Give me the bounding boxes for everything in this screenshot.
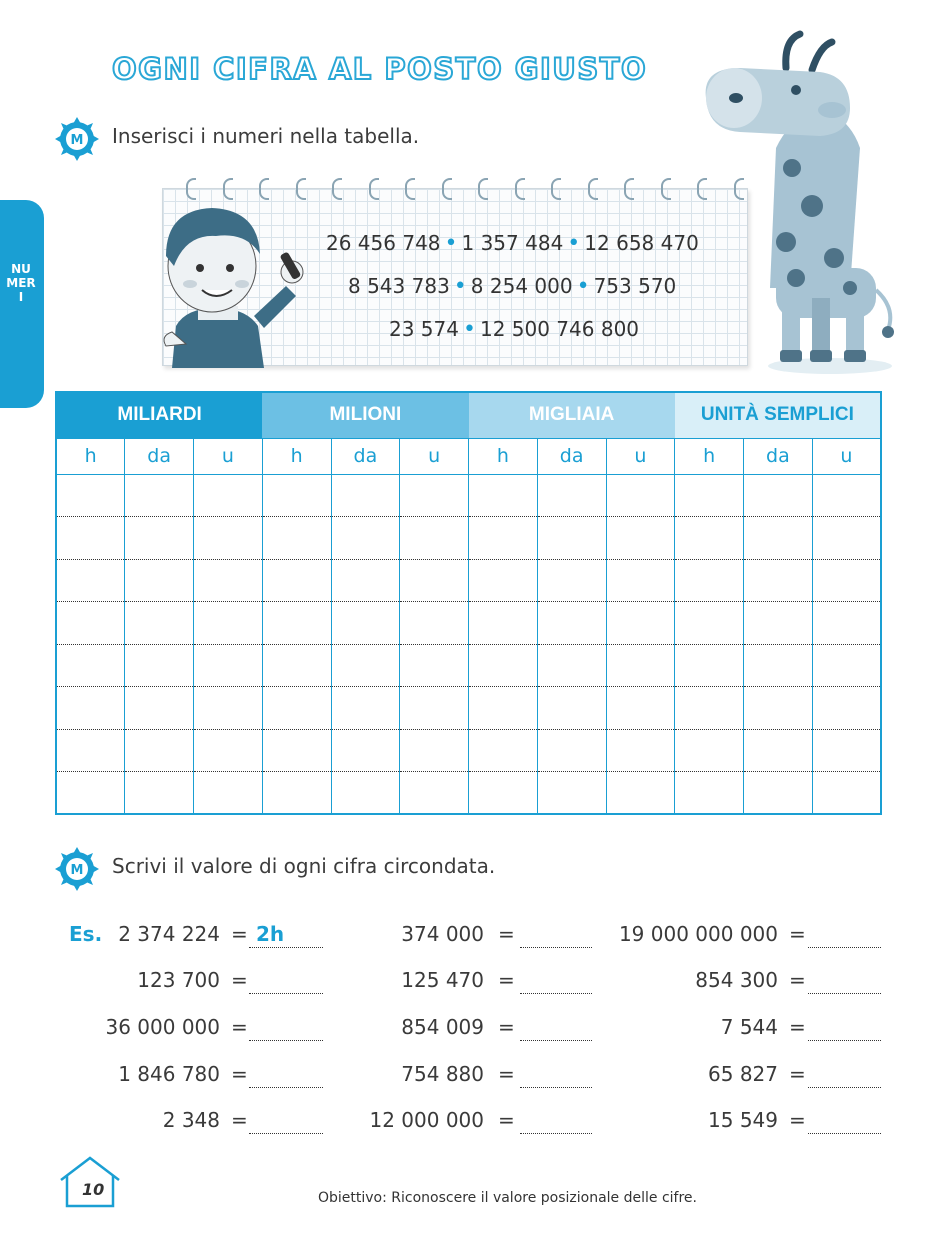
- table-cell[interactable]: [744, 602, 813, 645]
- table-row: [56, 474, 881, 517]
- header-unita-semplici: UNITÀ SEMPLICI: [675, 392, 881, 438]
- table-cell[interactable]: [469, 644, 538, 687]
- number-item: 12 658 470: [584, 231, 699, 255]
- sub-header-cell: u: [194, 438, 263, 474]
- sub-header-cell: h: [262, 438, 331, 474]
- table-cell[interactable]: [675, 687, 744, 730]
- table-cell[interactable]: [744, 517, 813, 560]
- exercise-number: 854 300: [695, 968, 778, 992]
- table-cell[interactable]: [537, 772, 606, 815]
- table-cell[interactable]: [812, 559, 881, 602]
- table-cell[interactable]: [56, 772, 125, 815]
- table-sub-header: [56, 438, 881, 474]
- table-cell[interactable]: [125, 474, 194, 517]
- table-cell[interactable]: [469, 729, 538, 772]
- table-cell[interactable]: [125, 729, 194, 772]
- equals-sign: =: [231, 1015, 248, 1039]
- spiral-ring: [332, 178, 342, 200]
- table-cell[interactable]: [744, 772, 813, 815]
- table-row: [56, 559, 881, 602]
- bullet-icon: •: [453, 274, 467, 299]
- table-cell[interactable]: [331, 517, 400, 560]
- table-cell[interactable]: [744, 474, 813, 517]
- answer-line[interactable]: [808, 978, 881, 994]
- method-badge-icon: [54, 116, 100, 162]
- exercise-number: 854 009: [401, 1015, 484, 1039]
- table-row: [56, 644, 881, 687]
- table-cell[interactable]: [262, 729, 331, 772]
- table-cell[interactable]: [331, 729, 400, 772]
- exercise-number: 65 827: [708, 1062, 778, 1086]
- equals-sign: =: [789, 1062, 806, 1086]
- exercise-number: 36 000 000: [105, 1015, 220, 1039]
- sub-header-cell: da: [744, 438, 813, 474]
- table-cell[interactable]: [537, 517, 606, 560]
- table-cell[interactable]: [400, 559, 469, 602]
- spiral-ring: [551, 178, 561, 200]
- table-cell[interactable]: [675, 517, 744, 560]
- answer-line[interactable]: [249, 1025, 323, 1041]
- instruction-fill-table: Inserisci i numeri nella tabella.: [112, 124, 420, 148]
- table-cell[interactable]: [194, 729, 263, 772]
- instruction-write-value: Scrivi il valore di ogni cifra circondata.: [112, 854, 496, 878]
- table-cell[interactable]: [606, 687, 675, 730]
- table-cell[interactable]: [400, 729, 469, 772]
- equals-sign: =: [231, 968, 248, 992]
- table-cell[interactable]: [262, 687, 331, 730]
- answer-line[interactable]: [249, 1118, 323, 1134]
- page-number: 10: [82, 1180, 105, 1199]
- exercise-number: 15 549: [708, 1108, 778, 1132]
- table-cell[interactable]: [125, 687, 194, 730]
- table-cell[interactable]: [125, 644, 194, 687]
- table-cell[interactable]: [469, 559, 538, 602]
- bullet-icon: •: [576, 274, 590, 299]
- exercise-number: 125 470: [401, 968, 484, 992]
- table-cell[interactable]: [262, 644, 331, 687]
- number-item: 23 574: [389, 317, 459, 341]
- example-answer: 2h: [256, 922, 285, 946]
- header-migliaia: MIGLIAIA: [469, 392, 675, 438]
- spiral-ring: [515, 178, 525, 200]
- table-cell[interactable]: [194, 559, 263, 602]
- answer-line[interactable]: [808, 1072, 881, 1088]
- equals-sign: =: [231, 922, 248, 946]
- table-cell[interactable]: [125, 602, 194, 645]
- table-cell[interactable]: [262, 772, 331, 815]
- table-cell[interactable]: [56, 687, 125, 730]
- equals-sign: =: [231, 1108, 248, 1132]
- exercise-number: 754 880: [401, 1062, 484, 1086]
- answer-line[interactable]: [808, 1118, 881, 1134]
- sub-header-cell: h: [469, 438, 538, 474]
- table-cell[interactable]: [194, 772, 263, 815]
- table-cell[interactable]: [812, 687, 881, 730]
- exercise-number: 7 544: [720, 1015, 778, 1039]
- table-cell[interactable]: [194, 474, 263, 517]
- table-cell[interactable]: [331, 602, 400, 645]
- table-cell[interactable]: [744, 729, 813, 772]
- table-cell[interactable]: [675, 602, 744, 645]
- table-cell[interactable]: [262, 559, 331, 602]
- table-cell[interactable]: [469, 687, 538, 730]
- table-cell[interactable]: [812, 729, 881, 772]
- table-cell[interactable]: [400, 772, 469, 815]
- table-group-header: [56, 392, 881, 438]
- header-miliardi: MILIARDI: [56, 392, 262, 438]
- table-cell[interactable]: [262, 517, 331, 560]
- table-cell[interactable]: [812, 602, 881, 645]
- table-cell[interactable]: [331, 687, 400, 730]
- equals-sign: =: [498, 1062, 515, 1086]
- exercise-number: 2 348: [162, 1108, 220, 1132]
- spiral-ring: [588, 178, 598, 200]
- sub-header-cell: h: [56, 438, 125, 474]
- method-badge-icon: [54, 846, 100, 892]
- equals-sign: =: [498, 922, 515, 946]
- exercise-number: 1 846 780: [118, 1062, 220, 1086]
- table-cell[interactable]: [125, 517, 194, 560]
- table-cell[interactable]: [400, 602, 469, 645]
- spiral-ring: [624, 178, 634, 200]
- table-cell[interactable]: [56, 474, 125, 517]
- sub-header-cell: u: [812, 438, 881, 474]
- answer-line[interactable]: [808, 1025, 881, 1041]
- table-cell[interactable]: [744, 687, 813, 730]
- table-row: [56, 517, 881, 560]
- place-value-table: [55, 391, 882, 815]
- table-cell[interactable]: [469, 474, 538, 517]
- bullet-icon: •: [462, 317, 476, 342]
- page-title: OGNI CIFRA AL POSTO GIUSTO: [112, 52, 648, 86]
- table-cell[interactable]: [331, 559, 400, 602]
- sub-header-cell: da: [125, 438, 194, 474]
- table-cell[interactable]: [469, 602, 538, 645]
- equals-sign: =: [789, 968, 806, 992]
- number-item: 1 357 484: [461, 231, 564, 255]
- table-row: [56, 687, 881, 730]
- equals-sign: =: [789, 922, 806, 946]
- number-item: 12 500 746 800: [479, 317, 640, 341]
- table-cell[interactable]: [194, 602, 263, 645]
- table-cell[interactable]: [194, 517, 263, 560]
- bullet-icon: •: [444, 231, 458, 256]
- table-cell[interactable]: [262, 602, 331, 645]
- table-cell[interactable]: [812, 772, 881, 815]
- sub-header-cell: u: [400, 438, 469, 474]
- table-cell[interactable]: [537, 602, 606, 645]
- number-item: 753 570: [593, 274, 677, 298]
- table-cell[interactable]: [56, 729, 125, 772]
- equals-sign: =: [498, 1108, 515, 1132]
- answer-line[interactable]: [249, 978, 323, 994]
- spiral-ring: [442, 178, 452, 200]
- boy-illustration: [146, 196, 322, 368]
- number-item: 8 543 783: [348, 274, 450, 298]
- sub-header-cell: da: [537, 438, 606, 474]
- table-cell[interactable]: [400, 474, 469, 517]
- number-item: 26 456 748: [326, 231, 441, 255]
- giraffe-illustration: [700, 28, 900, 378]
- table-cell[interactable]: [606, 729, 675, 772]
- answer-line[interactable]: [249, 1072, 323, 1088]
- table-cell[interactable]: [331, 772, 400, 815]
- table-cell[interactable]: [744, 559, 813, 602]
- table-cell[interactable]: [56, 644, 125, 687]
- table-cell[interactable]: [56, 559, 125, 602]
- table-cell[interactable]: [331, 474, 400, 517]
- table-cell[interactable]: [537, 644, 606, 687]
- table-row: [56, 602, 881, 645]
- table-cell[interactable]: [606, 644, 675, 687]
- header-milioni: MILIONI: [262, 392, 468, 438]
- table-cell[interactable]: [537, 729, 606, 772]
- table-cell[interactable]: [56, 602, 125, 645]
- table-cell[interactable]: [675, 729, 744, 772]
- table-cell[interactable]: [125, 772, 194, 815]
- svg-text:M: M: [70, 133, 84, 148]
- table-cell[interactable]: [469, 772, 538, 815]
- side-tab-label: NUMERI: [6, 262, 36, 304]
- answer-line[interactable]: [808, 932, 881, 948]
- sub-header-cell: da: [331, 438, 400, 474]
- table-cell[interactable]: [675, 559, 744, 602]
- exercise-number: 19 000 000 000: [618, 922, 778, 946]
- table-cell[interactable]: [812, 517, 881, 560]
- table-cell[interactable]: [606, 474, 675, 517]
- table-cell[interactable]: [537, 474, 606, 517]
- example-label: Es.: [69, 922, 103, 946]
- equals-sign: =: [789, 1015, 806, 1039]
- equals-sign: =: [231, 1062, 248, 1086]
- spiral-ring: [369, 178, 379, 200]
- table-row: [56, 729, 881, 772]
- number-line-3: [389, 317, 639, 342]
- table-cell[interactable]: [194, 687, 263, 730]
- table-cell[interactable]: [812, 644, 881, 687]
- spiral-ring: [661, 178, 671, 200]
- bullet-icon: •: [567, 231, 581, 256]
- table-cell[interactable]: [675, 644, 744, 687]
- exercise-number: 374 000: [401, 922, 484, 946]
- table-cell[interactable]: [262, 474, 331, 517]
- table-cell[interactable]: [812, 474, 881, 517]
- table-cell[interactable]: [537, 559, 606, 602]
- number-line-1: [326, 231, 699, 256]
- table-cell[interactable]: [744, 644, 813, 687]
- spiral-ring: [405, 178, 415, 200]
- section-side-tab: [0, 200, 44, 408]
- table-cell[interactable]: [675, 474, 744, 517]
- number-line-2: [348, 274, 676, 299]
- sub-header-cell: u: [606, 438, 675, 474]
- table-cell[interactable]: [400, 517, 469, 560]
- exercise-number: 12 000 000: [369, 1108, 484, 1132]
- table-cell[interactable]: [606, 517, 675, 560]
- table-cell[interactable]: [194, 644, 263, 687]
- exercise-number: 123 700: [137, 968, 220, 992]
- equals-sign: =: [789, 1108, 806, 1132]
- table-cell[interactable]: [606, 772, 675, 815]
- equals-sign: =: [498, 1015, 515, 1039]
- sub-header-cell: h: [675, 438, 744, 474]
- table-cell[interactable]: [331, 644, 400, 687]
- number-item: 8 254 000: [470, 274, 573, 298]
- table-cell[interactable]: [606, 559, 675, 602]
- footer-objective: Obiettivo: Riconoscere il valore posizionale delle cifre.: [317, 1190, 697, 1206]
- spiral-ring: [478, 178, 488, 200]
- table-cell[interactable]: [400, 687, 469, 730]
- table-cell[interactable]: [125, 559, 194, 602]
- table-cell[interactable]: [606, 602, 675, 645]
- svg-text:M: M: [70, 863, 84, 878]
- table-cell[interactable]: [537, 687, 606, 730]
- table-row: [56, 772, 881, 815]
- equals-sign: =: [498, 968, 515, 992]
- table-cell[interactable]: [469, 517, 538, 560]
- table-cell[interactable]: [675, 772, 744, 815]
- example-number: 2 374 224: [118, 922, 220, 946]
- table-cell[interactable]: [400, 644, 469, 687]
- table-cell[interactable]: [56, 517, 125, 560]
